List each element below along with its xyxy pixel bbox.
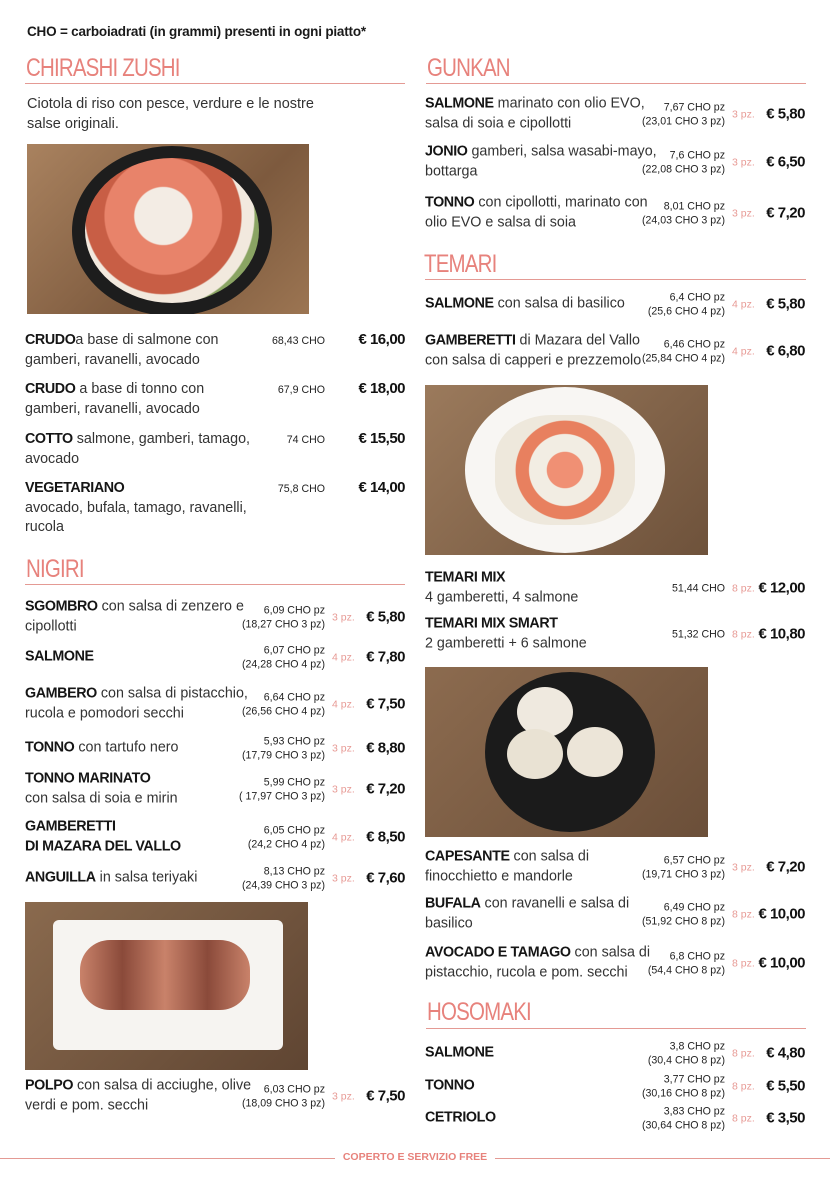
menu-item	[425, 1040, 805, 1066]
item-description	[425, 194, 657, 233]
carbs-total: (30,16 CHO 8 pz)	[641, 1087, 725, 1099]
item-name: SALMONE	[25, 648, 94, 665]
piece-count: 3 pz.	[732, 156, 755, 168]
item-ingredients: con tartufo nero	[74, 739, 179, 756]
item-name: TONNO	[25, 739, 75, 756]
carbs-per-piece: 6,09 CHO pz	[263, 604, 325, 616]
item-description	[425, 1043, 657, 1063]
item-description	[425, 944, 657, 983]
item-name: CAPESANTE	[425, 848, 510, 865]
divider	[426, 1028, 806, 1029]
item-carbs	[242, 603, 325, 631]
item-name: BUFALA	[425, 895, 481, 912]
item-name: SALMONE	[425, 95, 494, 112]
item-price: € 8,50	[366, 828, 405, 846]
carbs-per-piece: 67,9 CHO	[277, 384, 325, 396]
chirashi-bowl-photo	[27, 144, 309, 314]
carbs-total: (54,4 CHO 8 pz)	[647, 964, 725, 976]
item-description	[25, 685, 257, 724]
carbs-per-piece: 6,49 CHO pz	[663, 901, 725, 913]
item-price: € 5,50	[766, 1077, 805, 1095]
item-ingredients: con ravanelli e salsa di basilico	[425, 895, 630, 931]
carbs-total: (19,71 CHO 3 pz)	[641, 868, 725, 880]
cho-note: CHO = carboiadrati (in grammi) presenti in ogni piatto*	[27, 24, 366, 39]
piece-count: 4 pz.	[332, 698, 355, 710]
menu-item	[425, 944, 805, 983]
item-description	[425, 143, 657, 182]
item-price: € 7,20	[766, 858, 805, 876]
carbs-total: (22,08 CHO 3 pz)	[641, 163, 725, 175]
section-title-chirashi: CHIRASHI ZUSHI	[26, 54, 180, 82]
menu-item	[25, 865, 405, 891]
item-name: COTTO	[25, 431, 73, 447]
piece-count: 4 pz.	[332, 651, 355, 663]
item-ingredients: avocado, bufala, tamago, ravanelli, rucola	[25, 499, 247, 535]
temari-scallop-photo	[425, 667, 708, 837]
carbs-per-piece: 5,93 CHO pz	[263, 735, 325, 747]
menu-item	[425, 291, 805, 317]
item-ingredients: con salsa di finocchietto e mandorle	[425, 848, 590, 884]
section-title-gunkan: GUNKAN	[427, 54, 510, 82]
menu-item	[25, 598, 405, 637]
menu-item	[425, 895, 805, 934]
piece-count: 8 pz.	[732, 1080, 755, 1092]
item-price: € 14,00	[358, 479, 405, 496]
item-carbs	[642, 853, 725, 881]
carbs-per-piece: 3,83 CHO pz	[663, 1105, 725, 1117]
item-name: POLPO	[25, 1077, 74, 1094]
item-price: € 3,50	[766, 1109, 805, 1127]
item-description	[25, 818, 257, 857]
piece-count: 8 pz.	[732, 582, 755, 594]
item-description	[25, 598, 257, 637]
piece-count: 3 pz.	[332, 783, 355, 795]
carbs-per-piece: 6,03 CHO pz	[263, 1083, 325, 1095]
menu-item	[25, 644, 405, 670]
item-price: € 7,50	[366, 695, 405, 713]
piece-count: 3 pz.	[332, 872, 355, 884]
menu-item	[25, 735, 405, 761]
menu-item	[425, 95, 805, 134]
item-price: € 7,80	[366, 648, 405, 666]
carbs-per-piece: 8,01 CHO pz	[663, 200, 725, 212]
item-price: € 6,50	[766, 153, 805, 171]
item-ingredients: gamberi, salsa wasabi-mayo, bottarga	[425, 143, 657, 179]
item-name: ANGUILLA	[25, 869, 96, 886]
item-description	[425, 895, 657, 934]
item-price: € 8,80	[366, 739, 405, 757]
piece-count: 8 pz.	[732, 957, 755, 969]
piece-count: 4 pz.	[732, 345, 755, 357]
carbs-total: (30,64 CHO 8 pz)	[641, 1119, 725, 1131]
item-name: CETRIOLO	[425, 1109, 496, 1126]
menu-item	[425, 143, 805, 182]
menu-item	[25, 380, 405, 419]
piece-count: 4 pz.	[332, 831, 355, 843]
carbs-per-piece: 75,8 CHO	[277, 483, 325, 495]
carbs-total: (17,79 CHO 3 pz)	[241, 749, 325, 761]
section-title-nigiri: NIGIRI	[26, 555, 84, 583]
item-price: € 7,20	[366, 780, 405, 798]
piece-count: 8 pz.	[732, 1112, 755, 1124]
menu-item	[425, 1073, 805, 1099]
carbs-per-piece: 3,77 CHO pz	[663, 1073, 725, 1085]
item-ingredients: con salsa di basilico	[493, 295, 625, 312]
menu-item	[425, 848, 805, 887]
carbs-per-piece: 6,8 CHO pz	[669, 950, 725, 962]
carbs-per-piece: 5,99 CHO pz	[263, 776, 325, 788]
item-name: GAMBERETTI DI MAZARA DEL VALLO	[25, 818, 181, 854]
item-description	[25, 430, 257, 469]
menu-item	[25, 770, 405, 809]
carbs-total: (24,39 CHO 3 pz)	[241, 879, 325, 891]
item-carbs	[272, 334, 325, 348]
item-name: JONIO	[425, 143, 468, 160]
carbs-per-piece: 74 CHO	[286, 434, 325, 446]
item-name: SGOMBRO	[25, 598, 98, 615]
item-description	[25, 868, 257, 888]
item-description	[425, 1108, 657, 1128]
carbs-total: (23,01 CHO 3 pz)	[641, 115, 725, 127]
item-name: TONNO	[425, 1077, 475, 1094]
menu-item	[425, 332, 805, 371]
item-carbs	[278, 482, 325, 496]
item-ingredients: di Mazara del Vallo con salsa di capperi e prezzemolo	[425, 332, 642, 368]
carbs-per-piece: 8,13 CHO pz	[263, 865, 325, 877]
menu-item	[425, 569, 805, 608]
item-name: TEMARI MIX	[425, 569, 506, 586]
menu-item	[425, 615, 805, 654]
section-title-temari: TEMARI	[424, 250, 497, 278]
item-ingredients: con salsa di pistacchio, rucola e pom. secchi	[425, 944, 651, 980]
item-price: € 6,80	[766, 342, 805, 360]
carbs-per-piece: 6,57 CHO pz	[663, 854, 725, 866]
chirashi-intro: Ciotola di riso con pesce, verdure e le nostre salse originali.	[27, 96, 314, 132]
menu-item	[25, 430, 405, 469]
section-title-hosomaki: HOSOMAKI	[427, 998, 531, 1026]
piece-count: 3 pz.	[332, 742, 355, 754]
carbs-per-piece: 6,64 CHO pz	[263, 691, 325, 703]
item-name: GAMBERETTI	[425, 332, 516, 349]
carbs-total: (24,28 CHO 4 pz)	[241, 658, 325, 670]
item-name: SALMONE	[425, 295, 494, 312]
divider	[25, 584, 405, 585]
item-name: GAMBERO	[25, 685, 97, 702]
carbs-total: (26,56 CHO 4 pz)	[241, 705, 325, 717]
menu-item	[25, 818, 405, 857]
item-description	[425, 848, 657, 887]
item-carbs	[242, 864, 325, 892]
divider	[25, 83, 405, 84]
item-carbs	[242, 643, 325, 671]
piece-count: 3 pz.	[732, 207, 755, 219]
item-price: € 5,80	[766, 105, 805, 123]
item-description	[25, 647, 257, 667]
item-ingredients: in salsa teriyaki	[95, 869, 198, 886]
item-name: SALMONE	[425, 1044, 494, 1061]
item-name: TONNO MARINATO	[25, 770, 151, 787]
item-ingredients: con salsa di soia e mirin	[25, 790, 178, 806]
item-carbs	[642, 1104, 725, 1132]
item-description	[25, 738, 257, 758]
carbs-per-piece: 7,67 CHO pz	[663, 101, 725, 113]
divider	[425, 279, 806, 280]
carbs-total: (24,2 CHO 4 pz)	[247, 838, 325, 850]
menu-item	[25, 1077, 405, 1116]
carbs-total: (18,09 CHO 3 pz)	[241, 1097, 325, 1109]
item-carbs	[642, 337, 725, 365]
item-carbs	[672, 627, 725, 641]
item-price: € 7,50	[366, 1087, 405, 1105]
item-ingredients: marinato con olio EVO, salsa di soia e cipollotti	[425, 95, 645, 131]
item-name: TONNO	[425, 194, 475, 211]
item-description	[25, 331, 257, 370]
menu-item	[25, 685, 405, 724]
menu-item	[25, 331, 405, 370]
carbs-total: (18,27 CHO 3 pz)	[241, 618, 325, 630]
carbs-total: (25,84 CHO 4 pz)	[641, 352, 725, 364]
carbs-total: (24,03 CHO 3 pz)	[641, 214, 725, 226]
piece-count: 4 pz.	[732, 298, 755, 310]
item-description	[425, 95, 657, 134]
footer-note-wrap	[0, 1151, 830, 1163]
item-carbs	[242, 734, 325, 762]
item-price: € 5,80	[766, 295, 805, 313]
item-carbs	[278, 383, 325, 397]
item-ingredients: 4 gamberetti, 4 salmone	[425, 589, 579, 605]
item-ingredients: con salsa di pistacchio, rucola e pomodori secchi	[25, 685, 248, 721]
item-description	[25, 380, 257, 419]
item-description	[425, 294, 657, 314]
carbs-per-piece: 68,43 CHO	[272, 335, 325, 347]
carbs-per-piece: 6,05 CHO pz	[263, 824, 325, 836]
item-description	[425, 1076, 657, 1096]
item-carbs	[648, 949, 725, 977]
menu-item	[425, 1105, 805, 1131]
piece-count: 8 pz.	[732, 1047, 755, 1059]
item-price: € 10,00	[758, 954, 805, 972]
item-carbs	[648, 1039, 725, 1067]
item-carbs	[642, 100, 725, 128]
item-carbs	[642, 199, 725, 227]
item-carbs	[248, 823, 325, 851]
piece-count: 3 pz.	[332, 611, 355, 623]
item-ingredients: salmone, gamberi, tamago, avocado	[25, 431, 250, 467]
item-carbs	[242, 1082, 325, 1110]
footer-note: COPERTO E SERVIZIO FREE	[335, 1151, 495, 1163]
item-carbs	[242, 690, 325, 718]
carbs-per-piece: 51,44 CHO	[672, 582, 725, 594]
item-description	[25, 1077, 257, 1116]
divider	[426, 83, 806, 84]
carbs-per-piece: 6,07 CHO pz	[263, 644, 325, 656]
carbs-per-piece: 3,8 CHO pz	[669, 1040, 725, 1052]
item-name: AVOCADO E TAMAGO	[425, 944, 571, 961]
item-price: € 15,50	[358, 430, 405, 447]
item-description	[25, 479, 257, 538]
item-name: CRUDO	[25, 381, 76, 397]
menu-item	[425, 194, 805, 233]
item-carbs	[287, 433, 325, 447]
item-price: € 18,00	[358, 380, 405, 397]
item-price: € 10,00	[758, 905, 805, 923]
piece-count: 3 pz.	[732, 861, 755, 873]
item-ingredients: con salsa di acciughe, olive verdi e pom. secchi	[25, 1077, 252, 1113]
carbs-total: ( 17,97 CHO 3 pz)	[239, 790, 325, 802]
item-description	[25, 770, 257, 809]
item-carbs	[648, 290, 725, 318]
carbs-per-piece: 6,4 CHO pz	[669, 291, 725, 303]
carbs-per-piece: 6,46 CHO pz	[663, 338, 725, 350]
item-price: € 4,80	[766, 1044, 805, 1062]
item-price: € 16,00	[358, 331, 405, 348]
item-ingredients: 2 gamberetti + 6 salmone	[425, 635, 587, 651]
item-carbs	[642, 900, 725, 928]
temari-photo	[425, 385, 708, 555]
item-ingredients: a base di tonno con gamberi, ravanelli, avocado	[25, 381, 205, 417]
item-carbs	[672, 581, 725, 595]
item-ingredients: a base di salmone con gamberi, ravanelli, avocado	[25, 332, 219, 368]
item-name: CRUDO	[25, 332, 76, 348]
item-price: € 7,60	[366, 869, 405, 887]
piece-count: 3 pz.	[732, 108, 755, 120]
item-price: € 5,80	[366, 608, 405, 626]
carbs-per-piece: 51,32 CHO	[672, 628, 725, 640]
carbs-total: (25,6 CHO 4 pz)	[647, 305, 725, 317]
item-description	[425, 332, 657, 371]
piece-count: 3 pz.	[332, 1090, 355, 1102]
item-price: € 12,00	[758, 579, 805, 597]
item-carbs	[642, 1072, 725, 1100]
item-name: VEGETARIANO	[25, 480, 125, 496]
item-price: € 10,80	[758, 625, 805, 643]
piece-count: 8 pz.	[732, 628, 755, 640]
menu-item	[25, 479, 405, 538]
piece-count: 8 pz.	[732, 908, 755, 920]
item-ingredients: con cipollotti, marinato con olio EVO e salsa di soia	[425, 194, 648, 230]
item-carbs	[642, 148, 725, 176]
item-price: € 7,20	[766, 204, 805, 222]
item-ingredients: con salsa di zenzero e cipollotti	[25, 598, 244, 634]
item-description	[425, 569, 657, 608]
carbs-total: (30,4 CHO 8 pz)	[647, 1054, 725, 1066]
item-carbs	[239, 775, 325, 803]
item-name: TEMARI MIX SMART	[425, 615, 558, 632]
carbs-per-piece: 7,6 CHO pz	[669, 149, 725, 161]
polpo-nigiri-photo	[25, 902, 308, 1070]
carbs-total: (51,92 CHO 8 pz)	[641, 915, 725, 927]
item-description	[425, 615, 657, 654]
